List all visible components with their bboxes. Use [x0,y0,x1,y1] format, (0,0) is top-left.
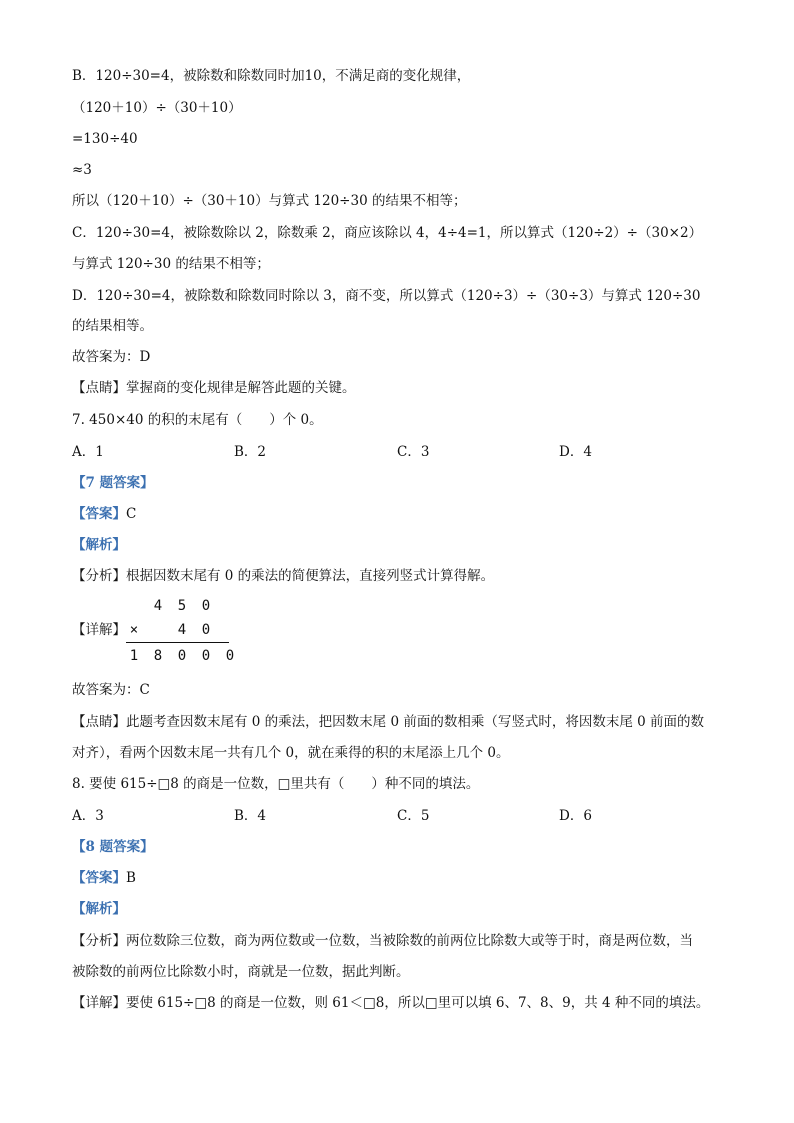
vm-line [126,642,229,643]
solution-line-d-cont: 的结果相等。 [72,318,153,334]
q7-dianjing-cont: 对齐），看两个因数末尾一共有几个 0，就在乘得的积的末尾添上几个 0。 [72,745,510,761]
solution-line-c: C．120÷30=4，被除数除以 2，除数乘 2，商应该除以 4，4÷4=1，所以算式（120÷2）÷（30×2） [72,225,703,241]
q8-option-b: B．4 [234,808,267,824]
dianjing-text: 掌握商的变化规律是解答此题的关键。 [126,380,356,396]
dianjing-tag: 【点睛】 [72,380,126,396]
q8-option-a: A．3 [72,808,104,824]
fenxi-tag: 【分析】 [72,933,126,949]
detail-tag: 【详解】 [72,995,126,1011]
solution-line-c-cont: 与算式 120÷30 的结果不相等； [72,256,270,272]
solution-conclusion: 所以（120＋10）÷（30＋10）与算式 120÷30 的结果不相等； [72,193,467,209]
dianjing-tag: 【点睛】 [72,714,126,730]
q8-detail-line [72,993,709,1013]
equation-line: （120＋10）÷（30＋10） [72,100,242,116]
equation-line: =130÷40 [72,131,138,147]
question-8: 8. 要使 615÷□8 的商是一位数，□里共有（ ）种不同的填法。 [72,776,480,792]
q7-analysis-header: 【解析】 [72,537,126,553]
vm-digit: 0 [201,622,211,638]
q7-option-c: C．3 [397,444,430,460]
q7-option-d: D．4 [559,444,592,460]
fenxi-tag: 【分析】 [72,568,126,584]
equation-line: ≈3 [72,162,92,178]
q8-analysis-header: 【解析】 [72,901,126,917]
solution-line-d: D．120÷30=4，被除数和除数同时除以 3，商不变，所以算式（120÷3）÷（30÷3）与算式 120÷30 [72,288,701,304]
vm-digit: 0 [201,648,211,664]
q8-option-c: C．5 [397,808,430,824]
vm-digit: 0 [177,648,187,664]
q7-option-a: A．1 [72,444,104,460]
solution-line-b: B．120÷30=4，被除数和除数同时加10，不满足商的变化规律， [72,68,471,84]
q7-dianjing-line [72,712,704,732]
vm-digit: 4 [177,622,187,638]
answer-tag: 【答案】 [72,870,126,886]
q8-answer-line [72,868,136,888]
dianjing-line [72,378,356,398]
q7-final-answer: 故答案为：C [72,682,150,698]
q8-answer-header: 【8 题答案】 [72,839,154,855]
final-answer: 故答案为：D [72,349,151,365]
vm-digit: 0 [201,598,211,614]
vm-digit: 4 [153,598,163,614]
vm-digit: 1 [129,648,139,664]
vm-digit: 0 [225,648,235,664]
vm-times-sign: × [129,622,139,638]
detail-text: 要使 615÷□8 的商是一位数，则 61＜□8，所以□里可以填 6、7、8、9，共 4 种不同的填法。 [126,995,710,1011]
q7-fenxi-line [72,566,494,586]
vm-digit: 5 [177,598,187,614]
question-7: 7. 450×40 的积的末尾有（ ）个 0。 [72,412,323,428]
q7-answer-header: 【7 题答案】 [72,475,154,491]
q8-fenxi-cont: 被除数的前两位比除数小时，商就是一位数，据此判断。 [72,964,410,980]
answer-value: B [126,870,136,886]
q7-option-b: B．2 [234,444,267,460]
answer-tag: 【答案】 [72,506,126,522]
q8-fenxi-line [72,931,693,951]
q7-detail-tag: 【详解】 [72,622,126,638]
q8-option-d: D．6 [559,808,592,824]
answer-value: C [126,506,137,522]
vm-digit: 8 [153,648,163,664]
fenxi-text: 两位数除三位数，商为两位数或一位数，当被除数的前两位比除数大或等于时，商是两位数，当 [126,933,693,949]
q7-answer-line [72,504,136,524]
fenxi-text: 根据因数末尾有 0 的乘法的简便算法，直接列竖式计算得解。 [126,568,495,584]
dianjing-text: 此题考查因数末尾有 0 的乘法，把因数末尾 0 前面的数相乘（写竖式时，将因数末尾 0 前面的数 [126,714,705,730]
